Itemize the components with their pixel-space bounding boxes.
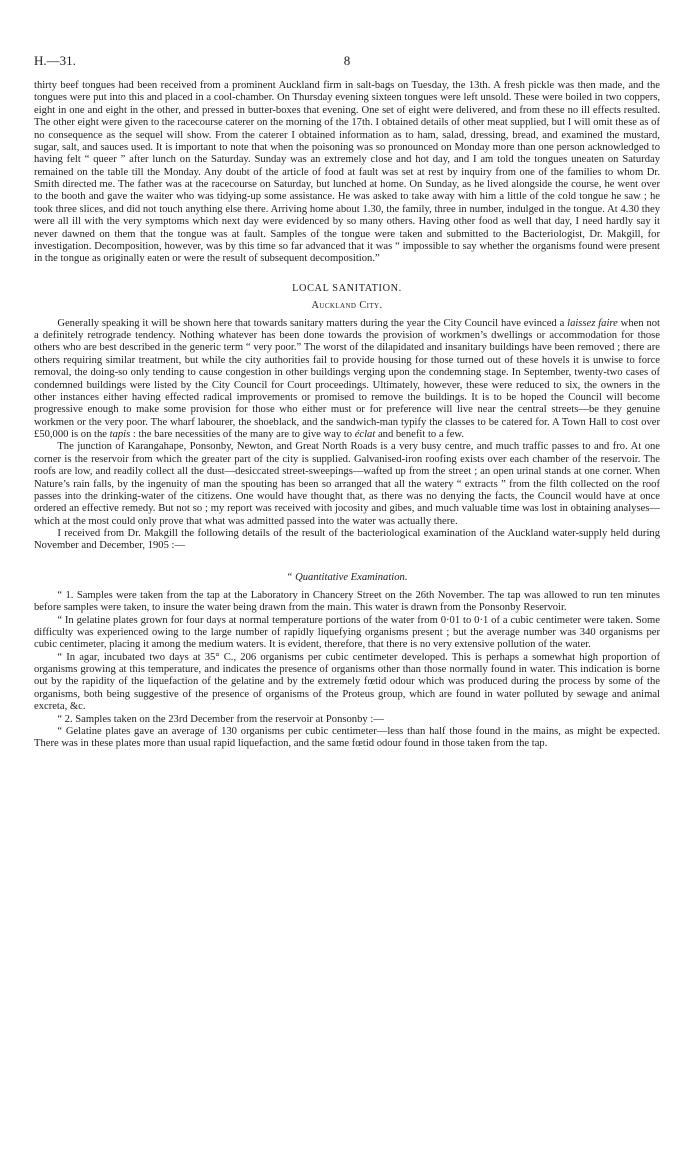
text-run: Generally speaking it will be shown here that towards sanitary matters during the year the City Council have evinced a (57, 317, 568, 329)
document-reference: H.—31. (34, 53, 76, 68)
section-subtitle: Auckland City. (311, 299, 383, 311)
paragraph-city-council (34, 318, 660, 442)
paragraph-continued: thirty beef tongues had been received from a prominent Auckland firm in salt-bags on Tuesday, the 13th. A fresh pickle was then made, and the tongues were put into this and placed in a cool-chamber. On Thursday evening sixteen tongues were left unsold. These were boiled in two coppers, eight in one and eight in the other, and pressed in butter-boxes that evening. One set of eight were delivered, and from these no ill effects resulted. The other eight were given to the racecourse caterer on the morning of the 17th. I obtained details of other meat supplied, but I will omit these as of no consequence as the sequel will show. From the caterer I obtained information as to ham, salad, dressing, bread, and examined the mustard, sugar, salt, and sauces used. It is important to note that when the poisoning was so pronounced on Monday more than one person acknowledged to having felt “ queer ” after lunch on the Saturday. Sunday was an extremely close and hot day, and I am told the tongues uneaten on Saturday remained on the table till the Monday. Any doubt of the article of food at fault was set at rest by inquiry from one of the families to whom Dr. Smith directed me. The father was at the racecourse on Saturday, but lunched at home. On Sunday, as he lived alongside the course, he went over to the booth and gave the waiter who was tidying-up some assistance. He was asked to take away with him a little of the cold tongue he saw ; he took three slices, and did not touch anything else there. Arriving home about 1.30, the family, three in number, indulged in the tongue. At 4.30 they were all ill with the very symptoms which next day were evidenced by so many others. Having other food as well that day, I need hardly say it never dawned on them that the tongue was at fault. Samples of the tongue were taken and submitted to the Bacteriologist, Dr. Makgill, for investigation. Decomposition, however, was by this time so far advanced that it was “ impossible to say whether the organisms found were present in the tongue as originally eaten or were the result of subsequent decomposition.” (34, 80, 660, 265)
text-run: and benefit to a few. (375, 429, 465, 440)
italic-term: éclat (354, 429, 376, 440)
italic-term: laissez faire (567, 317, 618, 329)
paragraph-reservoir: The junction of Karangahape, Ponsonby, Newton, and Great North Roads is a very busy centre, and much traffic passes to and fro. At one corner is the reservoir from which the greater part of the city is supplied. Galvanised-iron roofing exists over each chamber of the reservoir. The roofs are low, and readily collect all the dust—desiccated street-sweepings—wafted up from the street ; an open urinal stands at one corner. When Nature’s rain falls, by the ingenuity of man the spouting has been so arranged that all the watery “ extracts ” from the filth collected on the roof passes into the drinking-water of the citizens. One would have thought that, as there was no denying the facts, the Council would have at once ordered an effective remedy. But not so ; my report was received with jocosity and gibes, and much valuable time was lost in obtaining analyses—which at the most could only prove that what was admitted passed into the water was actually there. (34, 441, 660, 527)
quote-heading: “ Quantitative Examination. (286, 571, 408, 583)
page-body (34, 52, 660, 751)
italic-term: tapis (109, 429, 131, 440)
page-number: 8 (343, 53, 351, 68)
quote-paragraph-2: “ In gelatine plates grown for four days at normal temperature portions of the water from 0·01 to 0·1 of a cubic centimeter were taken. Some difficulty was experienced owing to the large number of rapidly liquefying organisms present ; but the average number was 340 organisms per cubic centimeter, placing it among the medium waters. It is evident, therefore, that there is no very extensive pollution of the water. (34, 614, 660, 651)
section-title: LOCAL SANITATION. (292, 282, 402, 294)
paragraph-makgill: I received from Dr. Makgill the following details of the result of the bacteriological examination of the Auckland water-supply held during November and December, 1905 :— (34, 528, 660, 552)
quote-paragraph-1: “ 1. Samples were taken from the tap at the Laboratory in Chancery Street on the 26th November. The tap was allowed to run ten minutes before samples were taken, to insure the water being drawn from the main. This water is drawn from the Ponsonby Reservoir. (34, 589, 660, 614)
quote-paragraph-3: “ In agar, incubated two days at 35° C., 206 organisms per cubic centimeter developed. This is perhaps a somewhat high proportion of organisms growing at this temperature, and indicates the presence of organisms other than those normally found in water. This indication is borne out by the rapidity of the liquefaction of the gelatine and by the extremely fœtid odour which was produced during the process by some of the organisms, both being suggestive of the presence of organisms of the Proteus group, which are found in water polluted by sewage and animal excreta, &c. (34, 651, 660, 713)
quote-paragraph-5: “ Gelatine plates gave an average of 130 organisms per cubic centimeter—less than half those found in the mains, as might be expected. There was in these plates more than usual rapid liquefaction, and the same fœtid odour found in those taken from the tap. (34, 725, 660, 750)
text-run: : the bare necessities of the many are to give way to (130, 429, 355, 440)
text-run: when not a definitely retrograde tendency. Nothing whatever has been done towards the provision of workmen’s dwellings or accommodation for those others who are best described in the generic term “ very poor.” The worst of the dilapidated and insanitary buildings have been removed ; there are others requiring similar treatment, but while the city authorities fail to provide housing for those turned out of these hovels it is unwise to force removal, the doing-so only tending to cause congestion in other buildings verging upon the condemning stage. In September, twenty-two cases of condemned buildings were listed by the City Council for Court proceedings. Ultimately, however, these were reduced to six, the owners in the other instances either having effected radical improvements or promised to remove the buildings. It is to be hoped the Council will become progressive enough to make some provision for those who either must or for preference will live near the central streets—be they genuine workmen or the very poor. The wharf labourer, the shoeblack, and the sandwich-man typify the classes to be catered for. A Town Hall to cost over £50,000 is on the (34, 317, 661, 440)
quote-paragraph-4: “ 2. Samples taken on the 23rd December from the reservoir at Ponsonby :— (57, 713, 384, 725)
